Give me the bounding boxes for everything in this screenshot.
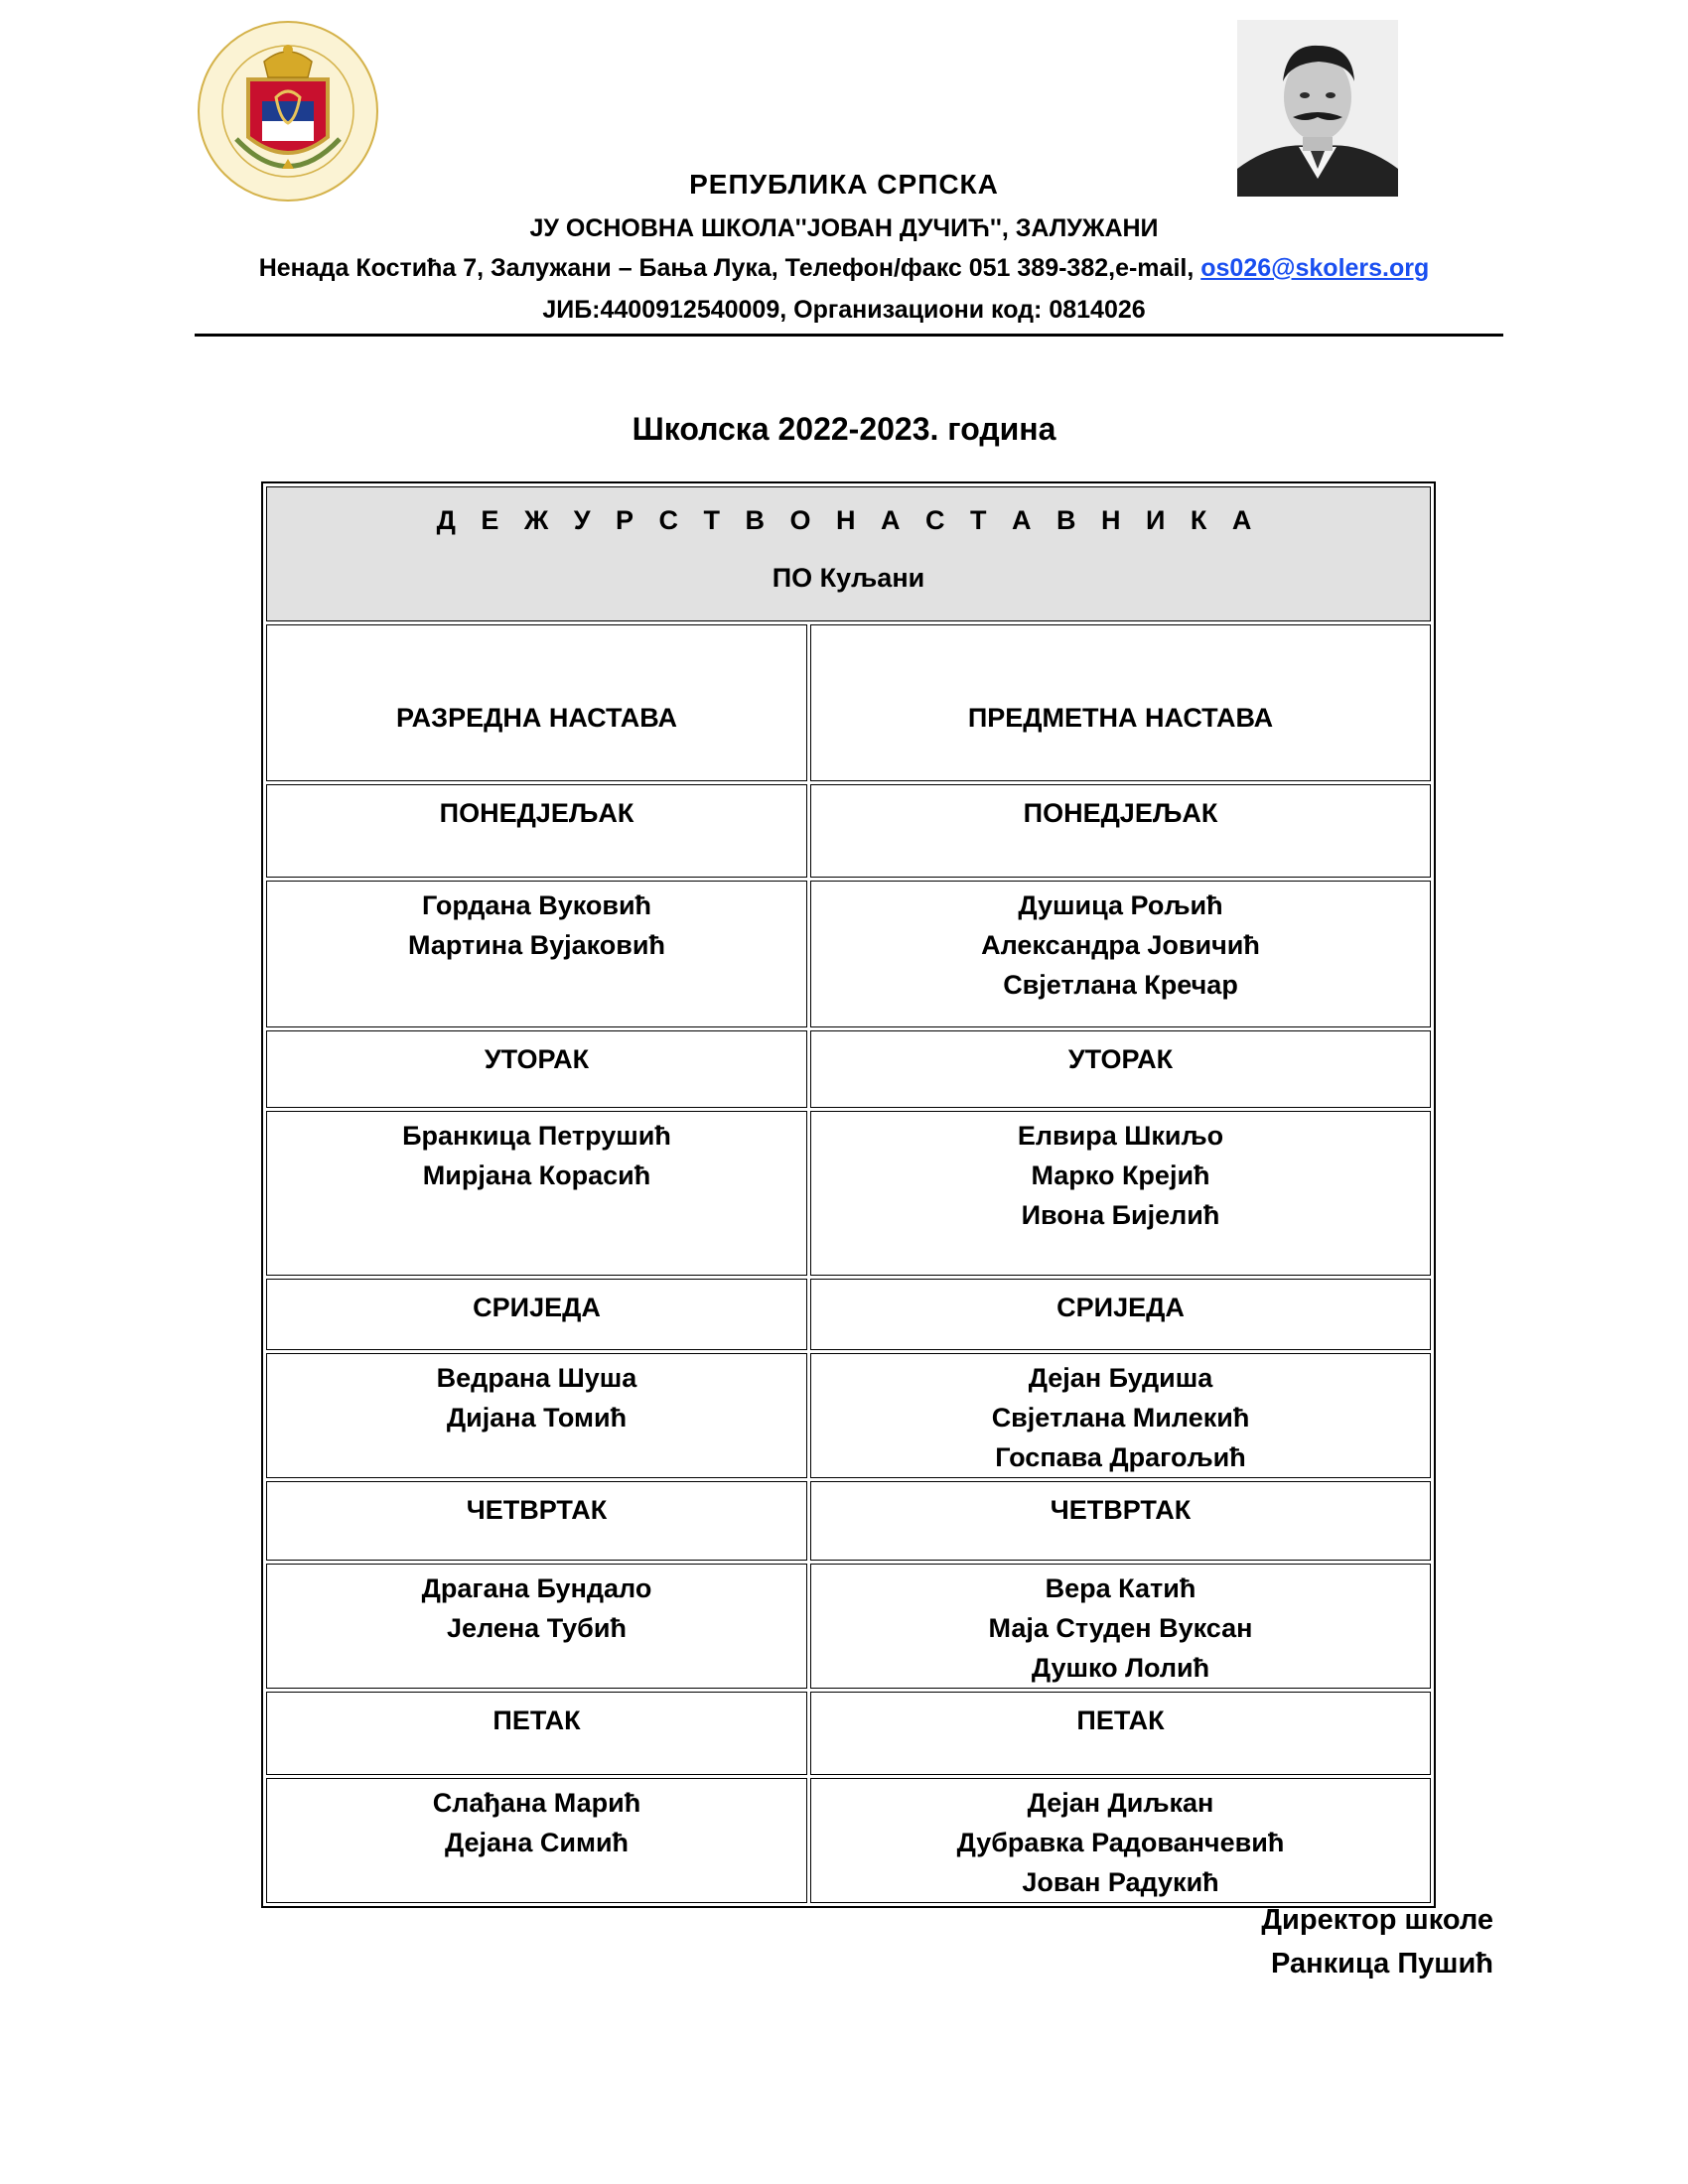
- teacher-name: Дејан Будиша: [1028, 1363, 1213, 1393]
- names-cell-razredna: [266, 1111, 807, 1276]
- teacher-name: Елвира Шкиљо: [1017, 1121, 1224, 1151]
- signature-block: [1261, 1898, 1493, 1985]
- table-title: Д Е Ж У Р С Т В О Н А С Т А В Н И К А: [436, 505, 1261, 535]
- teacher-name: Гордана Вуковић: [421, 890, 652, 920]
- names-cell-predmetna: [810, 1778, 1431, 1903]
- school-name: ЈУ ОСНОВНА ШКОЛА''ЈОВАН ДУЧИЋ'', ЗАЛУЖАНИ: [529, 214, 1159, 242]
- names-cell-predmetna: [810, 1353, 1431, 1478]
- teacher-name: Дубравка Радованчевић: [956, 1828, 1285, 1857]
- day-cell: СРИЈЕДА: [266, 1279, 807, 1350]
- names-cell-predmetna: [810, 1111, 1431, 1276]
- signature-name: Ранкица Пушић: [1271, 1948, 1493, 1979]
- teacher-name: Јован Радукић: [1022, 1867, 1219, 1897]
- names-cell-predmetna: [810, 881, 1431, 1027]
- names-cell-razredna: [266, 1564, 807, 1689]
- day-cell: ПЕТАК: [266, 1692, 807, 1775]
- teacher-name: Дијана Томић: [446, 1403, 628, 1433]
- names-cell-razredna: [266, 1353, 807, 1478]
- column-header-razredna: РАЗРЕДНА НАСТАВА: [266, 624, 807, 781]
- teacher-name: Бранкица Петрушић: [402, 1121, 671, 1151]
- day-cell: ПОНЕДЈЕЉАК: [266, 784, 807, 878]
- header-divider: [195, 334, 1503, 337]
- country-title: РЕПУБЛИКА СРПСКА: [689, 169, 999, 200]
- column-header-predmetna: ПРЕДМЕТНА НАСТАВА: [810, 624, 1431, 781]
- names-cell-razredna: [266, 881, 807, 1027]
- teacher-name: Свјетлана Кречар: [1003, 970, 1238, 1000]
- teacher-name: Свјетлана Милекић: [991, 1403, 1250, 1433]
- teacher-name: Јелена Тубић: [447, 1613, 627, 1643]
- table-title-cell: [266, 486, 1431, 621]
- document-title: Школска 2022-2023. година: [632, 411, 1056, 447]
- teacher-name: Ведрана Шуша: [436, 1363, 637, 1393]
- teacher-name: Дејана Симић: [444, 1828, 630, 1857]
- school-address: [0, 254, 1688, 283]
- teacher-name: Ивона Бијелић: [1021, 1200, 1220, 1230]
- address-text: Ненада Костића 7, Залужани – Бања Лука, Телефон/факс 051 389-382,e-mail,: [258, 254, 1201, 282]
- school-ids: ЈИБ:4400912540009, Организациони код: 0814026: [542, 296, 1146, 324]
- teacher-name: Слађана Марић: [432, 1788, 641, 1818]
- duty-schedule-table: [261, 481, 1436, 1908]
- day-cell: ПЕТАК: [810, 1692, 1431, 1775]
- teacher-name: Маја Студен Вуксан: [988, 1613, 1253, 1643]
- table-subtitle: ПО Куљани: [772, 563, 925, 593]
- day-cell: СРИЈЕДА: [810, 1279, 1431, 1350]
- teacher-name: Вера Катић: [1045, 1573, 1196, 1603]
- teacher-name: Душица Рољић: [1018, 890, 1223, 920]
- day-cell: ЧЕТВРТАК: [810, 1481, 1431, 1561]
- email-link[interactable]: os026@skolers.org: [1200, 254, 1430, 282]
- teacher-name: Драгана Бундало: [421, 1573, 652, 1603]
- teacher-name: Марко Крејић: [1031, 1160, 1210, 1190]
- day-cell: ПОНЕДЈЕЉАК: [810, 784, 1431, 878]
- teacher-name: Мирјана Корасић: [422, 1160, 651, 1190]
- teacher-name: Дејан Диљкан: [1027, 1788, 1214, 1818]
- names-cell-predmetna: [810, 1564, 1431, 1689]
- day-cell: УТОРАК: [810, 1030, 1431, 1108]
- teacher-name: Александра Јовичић: [981, 930, 1260, 960]
- day-cell: УТОРАК: [266, 1030, 807, 1108]
- signature-role: Директор школе: [1261, 1904, 1493, 1936]
- day-cell: ЧЕТВРТАК: [266, 1481, 807, 1561]
- teacher-name: Мартина Вујаковић: [408, 930, 665, 960]
- teacher-name: Госпава Драгољић: [995, 1442, 1246, 1472]
- names-cell-razredna: [266, 1778, 807, 1903]
- teacher-name: Душко Лолић: [1031, 1653, 1210, 1683]
